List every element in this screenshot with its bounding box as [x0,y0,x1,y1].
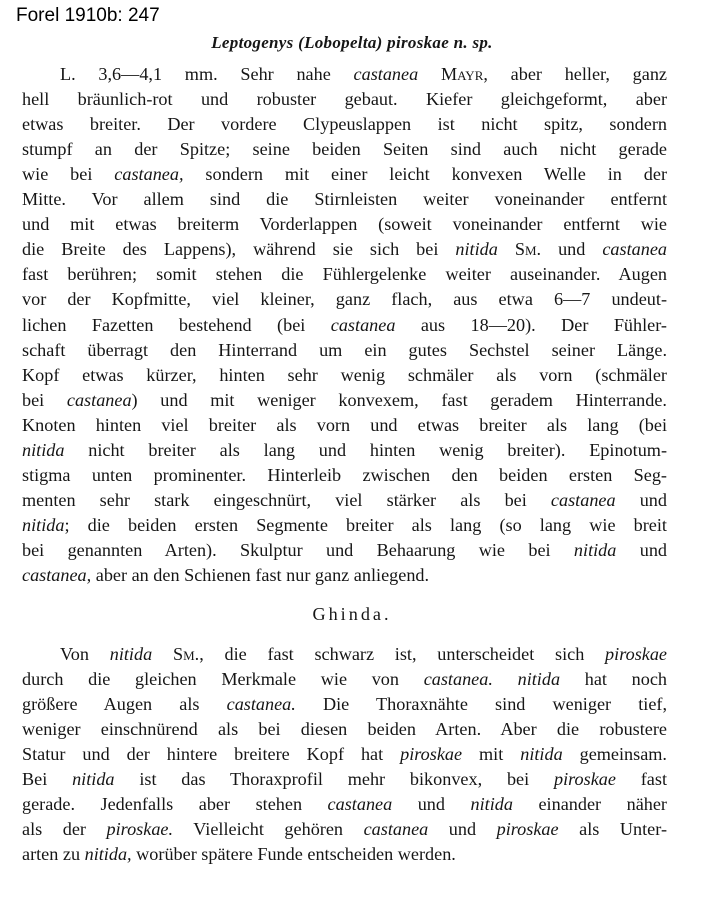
text-run: worüber spätere Funde entscheiden werden. [131,844,456,865]
text-line [22,463,667,488]
text-run: arten zu [22,844,85,865]
text-line [22,513,667,538]
text-line [22,692,667,717]
italic-taxon: nitida [22,514,65,535]
text-run: ist das Thoraxprofil mehr bikonvex, bei [114,769,554,790]
author-abbrev: Sm. [172,644,200,664]
text-line [22,363,667,388]
text-run: Bei [22,769,73,790]
italic-taxon: castanea [327,794,393,815]
text-run: stigma unten prominenter. Hinterleib zwischen den beiden ersten Seg- [22,464,667,485]
text-line [22,563,667,588]
text-line [22,842,667,867]
text-run: bei genannten Arten). Skulptur und Behaarung wie bei [22,539,574,560]
italic-taxon: castanea [330,314,396,335]
locality-heading: Ghinda. [312,604,392,624]
text-run: hat noch [560,669,668,690]
italic-taxon: castanea. [226,694,296,715]
text-run: aus 18—20). Der Fühler- [395,314,667,335]
text-run: Die Thoraxnähte sind weniger tief, [295,694,667,715]
text-run: aber an den Schienen fast nur ganz anliegend. [91,565,430,585]
text-run: mit [462,744,521,765]
italic-taxon: castanea [353,64,419,84]
text-line [22,338,667,363]
text-line [22,388,667,413]
text-run: Knoten hinten viel breiter als vorn und etwas breiter als lang (bei [22,414,667,435]
italic-taxon: castanea [66,389,132,410]
text-line [22,538,667,563]
text-run: Vielleicht gehören [173,819,364,840]
italic-taxon: castanea, [22,565,92,585]
italic-taxon: nitida [22,439,65,460]
italic-taxon: castanea [602,239,667,260]
page-label: Forel 1910b: 247 [16,5,160,26]
text-run: ) und mit weniger konvexem, fast geradem Hinterrande. [131,389,667,410]
italic-taxon: piroskae [400,744,463,765]
text-run: vor der Kopfmitte, viel kleiner, ganz flach, aus etwa 6—7 undeut- [22,289,667,310]
text-run: als der [22,819,107,840]
text-run: , die fast schwarz ist, unterscheidet sich [199,644,606,664]
text-run: stumpf an der Spitze; seine beiden Seiten sind auch nicht gerade [22,139,667,160]
text-run: und [541,239,603,260]
italic-taxon: nitida [109,644,153,664]
text-line [22,742,667,767]
species-title: Leptogenys (Lobopelta) piroskae n. sp. [211,33,493,52]
author-abbrev: Sm. [514,239,542,260]
text-line [22,87,667,112]
text-line [22,642,667,667]
text-run: und mit etwas breiterm Vorderlappen (soweit voneinander entfernt wie [22,214,667,235]
text-line [22,767,667,792]
text-run: sondern mit einer leicht konvexen Welle in der [183,164,668,185]
text-line [22,62,667,87]
text-run: nicht breiter als lang und hinten wenig breiter). Epinotum- [64,439,667,460]
italic-taxon: castanea [550,489,616,510]
text-line [22,792,667,817]
italic-taxon: nitida [520,744,563,765]
text-run: und [392,794,471,815]
text-line [22,667,667,692]
text-run: und [616,539,667,560]
text-line [22,488,667,513]
italic-taxon: castanea, [114,164,184,185]
text-run: bei [22,389,67,410]
text-line [22,413,667,438]
text-line [22,237,667,262]
italic-taxon: nitida, [84,844,132,865]
text-run: und [615,489,667,510]
text-line [22,313,667,338]
italic-taxon: castanea. [423,669,493,690]
text-run: durch die gleichen Merkmale wie von [22,669,424,690]
text-run: einander näher [512,794,667,815]
text-line [22,817,667,842]
text-run: als Unter- [558,819,668,840]
text-run: fast berühren; somit stehen die Fühlergelenke weiter auseinander. Augen [22,264,667,285]
italic-taxon: nitida [517,669,561,690]
text-run: etwas breiter. Der vordere Clypeuslappen ist nicht spitz, sondern [22,114,667,135]
text-run: wie bei [22,164,115,185]
text-run: gemeinsam. [562,744,667,765]
italic-taxon: nitida [470,794,513,815]
italic-taxon: piroskae. [106,819,174,840]
text-run: lichen Fazetten bestehend (bei [22,314,331,335]
text-run: schaft überragt den Hinterrand um ein gutes Sechstel seiner Länge. [22,339,667,360]
text-run: gerade. Jedenfalls aber stehen [22,794,328,815]
italic-taxon: nitida [72,769,115,790]
text-run: größere Augen als [22,694,227,715]
text-run: hell bräunlich-rot und robuster gebaut. Kiefer gleichgeformt, aber [22,89,667,110]
text-run: , aber heller, ganz [483,64,667,84]
text-run [418,64,441,84]
text-run [152,644,173,664]
author-abbrev: Mayr [440,64,484,84]
text-run [498,239,515,259]
italic-taxon: nitida [455,239,498,260]
italic-taxon: nitida [573,539,617,560]
text-line [22,438,667,463]
text-run: weniger einschnürend als bei diesen beiden Arten. Aber die robustere [22,719,667,740]
text-line [22,717,667,742]
text-run: fast [615,769,667,790]
italic-taxon: piroskae [496,819,559,840]
italic-taxon: piroskae [553,769,616,790]
text-line [22,137,667,162]
italic-taxon: castanea [363,819,429,840]
text-run [493,669,518,689]
text-run: menten sehr stark eingeschnürt, viel stärker als bei [22,489,551,510]
text-run: Statur und der hintere breitere Kopf hat [22,744,401,765]
text-line [22,262,667,287]
text-line [22,112,667,137]
italic-taxon: piroskae [605,644,668,664]
text-run: ; die beiden ersten Segmente breiter als lang (so lang wie breit [64,514,667,535]
text-run: L. 3,6—4,1 mm. Sehr nahe [60,64,354,84]
text-run: Kopf etwas kürzer, hinten sehr wenig schmäler als vorn (schmäler [22,364,667,385]
text-run: und [428,819,497,840]
text-run: Mitte. Vor allem sind die Stirnleisten weiter voneinander entfernt [22,189,667,210]
text-run: die Breite des Lappens), während sie sich bei [22,239,456,260]
text-line [22,212,667,237]
text-line [22,187,667,212]
text-line [22,162,667,187]
text-line [22,287,667,312]
text-run: Von [60,644,110,664]
